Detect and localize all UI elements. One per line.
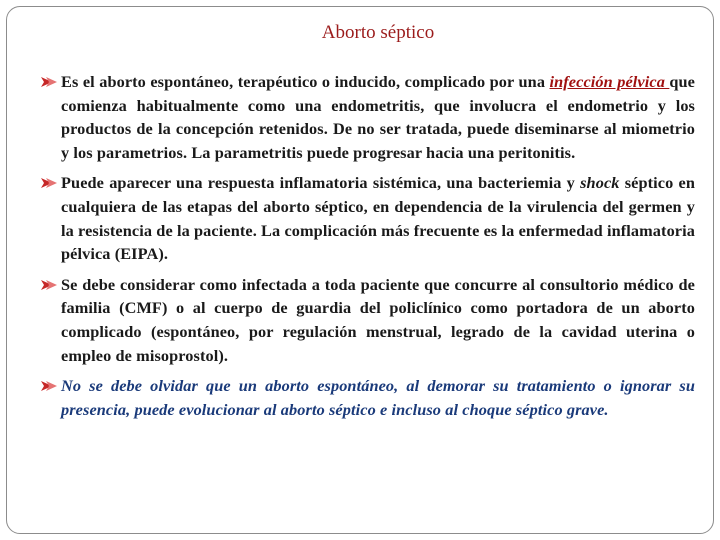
bullet-1-text-end: que comienza habitualmente como una endometritis, que involucra el endometrio y los productos de la concepción retenidos. De no ser tratada, puede diseminarse al miometrio y los parametrios. La parametritis puede progresar hacia una peritonitis.	[61, 72, 695, 162]
bullet-3-text: Se debe considerar como infectada a toda paciente que concurre al consultorio médico de familia (CMF) o al cuerpo de guardia del policlínico como portadora de un aborto complicado (espontáneo, por regulación menstrual, legrado de la cavidad uterina o empleo de misoprostol).	[61, 274, 695, 365]
bullet-list	[40, 70, 695, 428]
pointer-arrow-icon	[40, 176, 58, 190]
pointer-arrow-icon	[40, 278, 58, 292]
bullet-1-highlight: infección pélvica	[549, 72, 670, 91]
bullet-4-text: No se debe olvidar que un aborto espontáneo, al demorar su tratamiento o ignorar su presencia, puede evolucionar al aborto séptico e incluso al choque séptico grave.	[61, 376, 695, 419]
bullet-item-4	[40, 374, 695, 421]
bullet-1-text-start: Es el aborto espontáneo, terapéutico o inducido, complicado por una	[61, 72, 550, 91]
bullet-item-2	[40, 171, 695, 265]
pointer-arrow-icon	[40, 75, 58, 89]
bullet-2-text-start: Puede aparecer una respuesta inflamatoria sistémica, una bacteriemia y	[61, 173, 581, 193]
bullet-2-italic: shock	[580, 173, 620, 193]
bullet-item-1	[40, 70, 695, 164]
slide-title: Aborto séptico	[321, 22, 435, 43]
pointer-arrow-icon	[40, 379, 58, 393]
bullet-2-text-end: séptico en cualquiera de las etapas del aborto séptico, en dependencia de la virulencia del germen y la resistencia de la paciente. La complicación más frecuente es la enfermedad inflamatoria pélvica (EIPA).	[61, 173, 696, 264]
bullet-item-3	[40, 273, 695, 367]
